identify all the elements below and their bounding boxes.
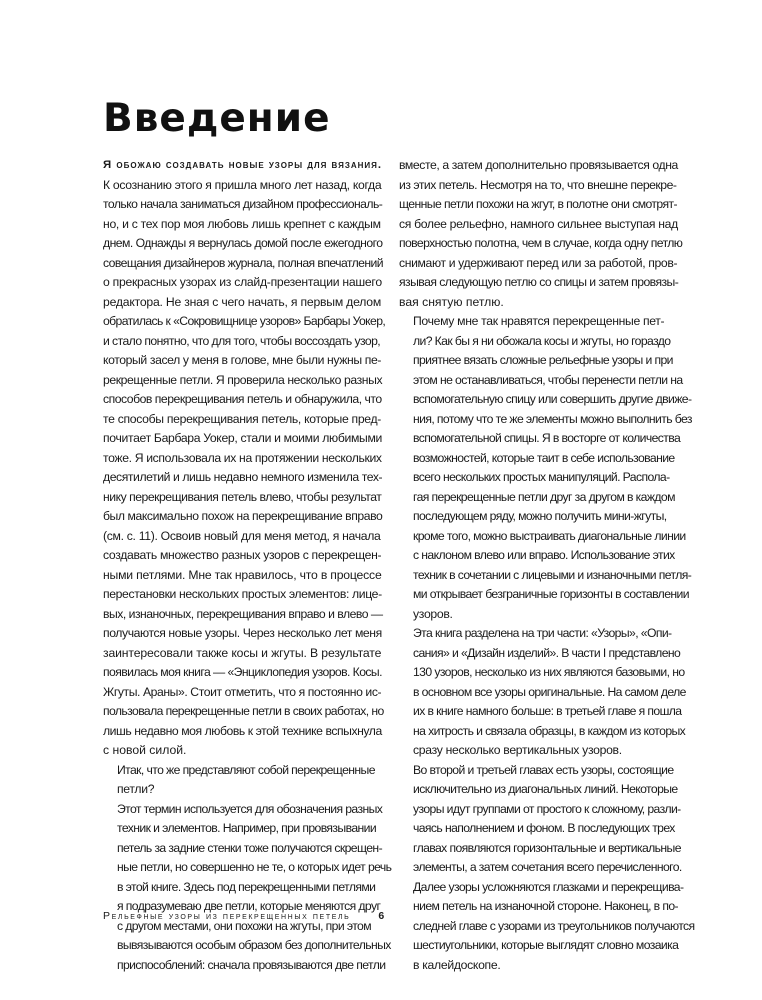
text-line: десятилетий и лишь недавно немного изменила тех-: [103, 470, 383, 484]
text-line: только начала заниматься дизайном профессиональ-: [103, 197, 383, 211]
text-line: следней главе с узорами из треугольников получаются: [413, 918, 695, 933]
text-line: в этой книге. Здесь под перекрещенными петлями: [117, 879, 376, 894]
text-line: с наклоном влево или вправо. Использование этих: [413, 548, 675, 562]
right-text-column: [399, 156, 695, 975]
page-footer: [103, 910, 384, 922]
text-line: появилась моя книга — «Энциклопедия узоров. Косы.: [103, 665, 382, 679]
paragraph: [399, 624, 686, 761]
text-line: с другом местами, они похожи на жгуты, при этом: [117, 918, 371, 933]
text-line: элементы, а затем сочетания всего перечисленного.: [413, 860, 682, 874]
text-line: Почему мне так нравятся перекрещенные пет-: [413, 314, 665, 328]
text-line: совещания дизайнеров журнала, полная впечатлений: [103, 255, 384, 270]
text-line: ми открывает безграничные горизонты в составлении: [413, 587, 689, 601]
text-line: поверхностью полотна, чем в случае, когда одну петлю: [399, 236, 683, 250]
text-line: К осознанию этого я пришла много лет назад, когда: [103, 177, 382, 192]
text-line: 130 узоров, несколько из них являются базовыми, но: [413, 665, 685, 679]
text-line: рекрещенные петли. Я проверила несколько разных: [103, 372, 383, 387]
text-line: о прекрасных узорах из слайд-презентации нашего: [103, 275, 382, 289]
text-line: вых, изнаночных, перекрещивания вправо и влево —: [103, 606, 383, 621]
text-line: последующем ряду, можно получить мини-жгуты,: [413, 509, 667, 523]
text-line: тоже. Я использовала их на протяжении нескольких: [103, 450, 382, 465]
text-line: ли? Как бы я ни обожала косы и жгуты, но гораздо: [413, 333, 671, 348]
text-line: приспособлений: сначала провязываются две петли: [117, 957, 386, 972]
text-line: в калейдоскопе.: [413, 957, 501, 972]
text-line: Жгуты. Араны». Стоит отметить, что я постоянно ис-: [103, 684, 382, 699]
left-text-column: [103, 156, 392, 975]
text-line: обратилась к «Сокровищнице узоров» Барбары Уокер,: [103, 314, 386, 328]
text-line: сразу несколько вертикальных узоров.: [413, 743, 622, 757]
text-line: ные петли, но совершенно не те, о которых идет речь: [117, 860, 392, 874]
text-line: заинтересовали также косы и жгуты. В результате: [103, 645, 382, 660]
text-line: петель за задние стенки тоже получаются скрещен-: [117, 840, 383, 855]
text-line: почитает Барбара Уокер, стали и моими любимыми: [103, 431, 383, 445]
text-line: ными петлями. Мне так нравилось, что в процессе: [103, 567, 382, 582]
text-line: узоров.: [413, 606, 453, 621]
text-line: лишь недавно моя любовь к этой технике вспыхнула: [103, 723, 382, 738]
text-line: техник в сочетании с лицевыми и изнаночными петля-: [413, 567, 692, 582]
text-line: нику перекрещивания петель влево, чтобы результат: [103, 489, 382, 504]
paragraph: [103, 761, 381, 800]
text-line: вместе, а затем дополнительно провязывается одна: [399, 158, 678, 172]
text-line: главах появляются горизонтальные и вертикальные: [413, 840, 681, 855]
text-line: был максимально похож на перекрещивание вправо: [103, 509, 383, 523]
text-line: нием петель на изнаночной стороне. Наконец, в по-: [413, 899, 678, 913]
text-line: язывая следующую петлю со спицы и затем провязы-: [399, 275, 679, 289]
text-line: снимают и удерживают перед или за работой, пров-: [399, 255, 678, 270]
paragraph: [399, 312, 692, 624]
text-line: вывязываются особым образом без дополнительных: [117, 938, 391, 952]
text-line: их в книге намного больше: в третьей главе я пошла: [413, 704, 682, 718]
text-line: днем. Однажды я вернулась домой после ежегодного: [103, 236, 383, 250]
text-line: этом не останавливаться, чтобы перенести петли на: [413, 372, 683, 387]
text-line: ния, потому что те же элементы можно выполнить без: [413, 411, 692, 426]
paragraph: [103, 156, 386, 761]
text-line: сания» и «Дизайн изделий». В части I представлено: [413, 645, 681, 660]
text-line: щенные петли похожи на жгут, в полотне они смотрят-: [399, 197, 677, 211]
paragraph: [103, 800, 392, 976]
text-line: который засел у меня в голове, мне были нужны пе-: [103, 353, 382, 367]
text-line: узоры идут группами от простого к сложному, разли-: [413, 801, 681, 816]
text-line: на хитрость и связала образцы, в каждом из которых: [413, 723, 686, 738]
text-line: шестиугольники, которые выглядят словно мозаика: [413, 938, 679, 952]
text-line: перестановки нескольких простых элементов: лице-: [103, 587, 382, 601]
text-line: техник и элементов. Например, при провязывании: [117, 821, 377, 835]
text-line: Далее узоры усложняются глазками и перекрещива-: [413, 879, 684, 894]
text-line: исключительно из диагональных линий. Некоторые: [413, 782, 678, 796]
text-line: вспомогательной спицы. Я в восторге от количества: [413, 431, 681, 445]
text-line: с новой силой.: [103, 743, 187, 757]
lead-in-text: Я обожаю создавать новые узоры для вязания.: [103, 159, 383, 171]
text-line: возможностей, которые таит в себе использование: [413, 450, 675, 465]
text-line: из этих петель. Несмотря на то, что внешне перекре-: [399, 177, 677, 192]
text-line: и стало понятно, что для того, чтобы воссоздать узор,: [103, 333, 381, 348]
page-number: 6: [378, 910, 385, 922]
text-line: пользовала перекрещенные петли в своих работах, но: [103, 704, 384, 718]
page-title: Введение: [103, 96, 331, 141]
text-line: гая перекрещенные петли друг за другом в каждом: [413, 489, 675, 504]
text-line: создавать множество разных узоров с перекрещен-: [103, 548, 382, 562]
text-line: приятнее вязать сложные рельефные узоры и при: [413, 353, 673, 367]
text-line: (см. с. 11). Освоив новый для меня метод, я начала: [103, 528, 381, 543]
text-line: получаются новые узоры. Через несколько лет меня: [103, 626, 382, 640]
paragraph: [399, 156, 683, 312]
text-line: всего нескольких простых манипуляций. Распола-: [413, 470, 670, 484]
text-line: те способы перекрещивания петель, которые пред-: [103, 411, 382, 426]
text-line: способов перекрещивания петель и обнаружила, что: [103, 392, 382, 406]
text-line: чаясь наполнением и фоном. В последующих трех: [413, 821, 675, 835]
text-line: я подразумеваю две петли, которые меняются друг: [117, 899, 381, 913]
text-line: вспомогательную спицу или совершить другие движе-: [413, 392, 692, 406]
text-line: петли?: [117, 782, 155, 796]
text-line: редактора. Не зная с чего начать, я первым делом: [103, 294, 382, 309]
text-line: Эта книга разделена на три части: «Узоры», «Опи-: [413, 626, 672, 640]
running-title: Рельефные узоры из перекрещенных петель: [103, 910, 351, 922]
text-line: ся более рельефно, намного сильнее выступая над: [399, 216, 678, 231]
text-line: кроме того, можно выстраивать диагональные линии: [413, 528, 686, 543]
text-line: вая снятую петлю.: [399, 294, 504, 309]
paragraph: [399, 761, 695, 976]
text-line: Итак, что же представляют собой перекрещенные: [117, 762, 375, 777]
text-line: Этот термин используется для обозначения разных: [117, 801, 383, 816]
text-line: в основном все узоры оригинальные. На самом деле: [413, 684, 686, 699]
text-line: Во второй и третьей главах есть узоры, состоящие: [413, 762, 674, 777]
text-line: но, и с тех пор моя любовь лишь крепнет с каждым: [103, 216, 381, 231]
